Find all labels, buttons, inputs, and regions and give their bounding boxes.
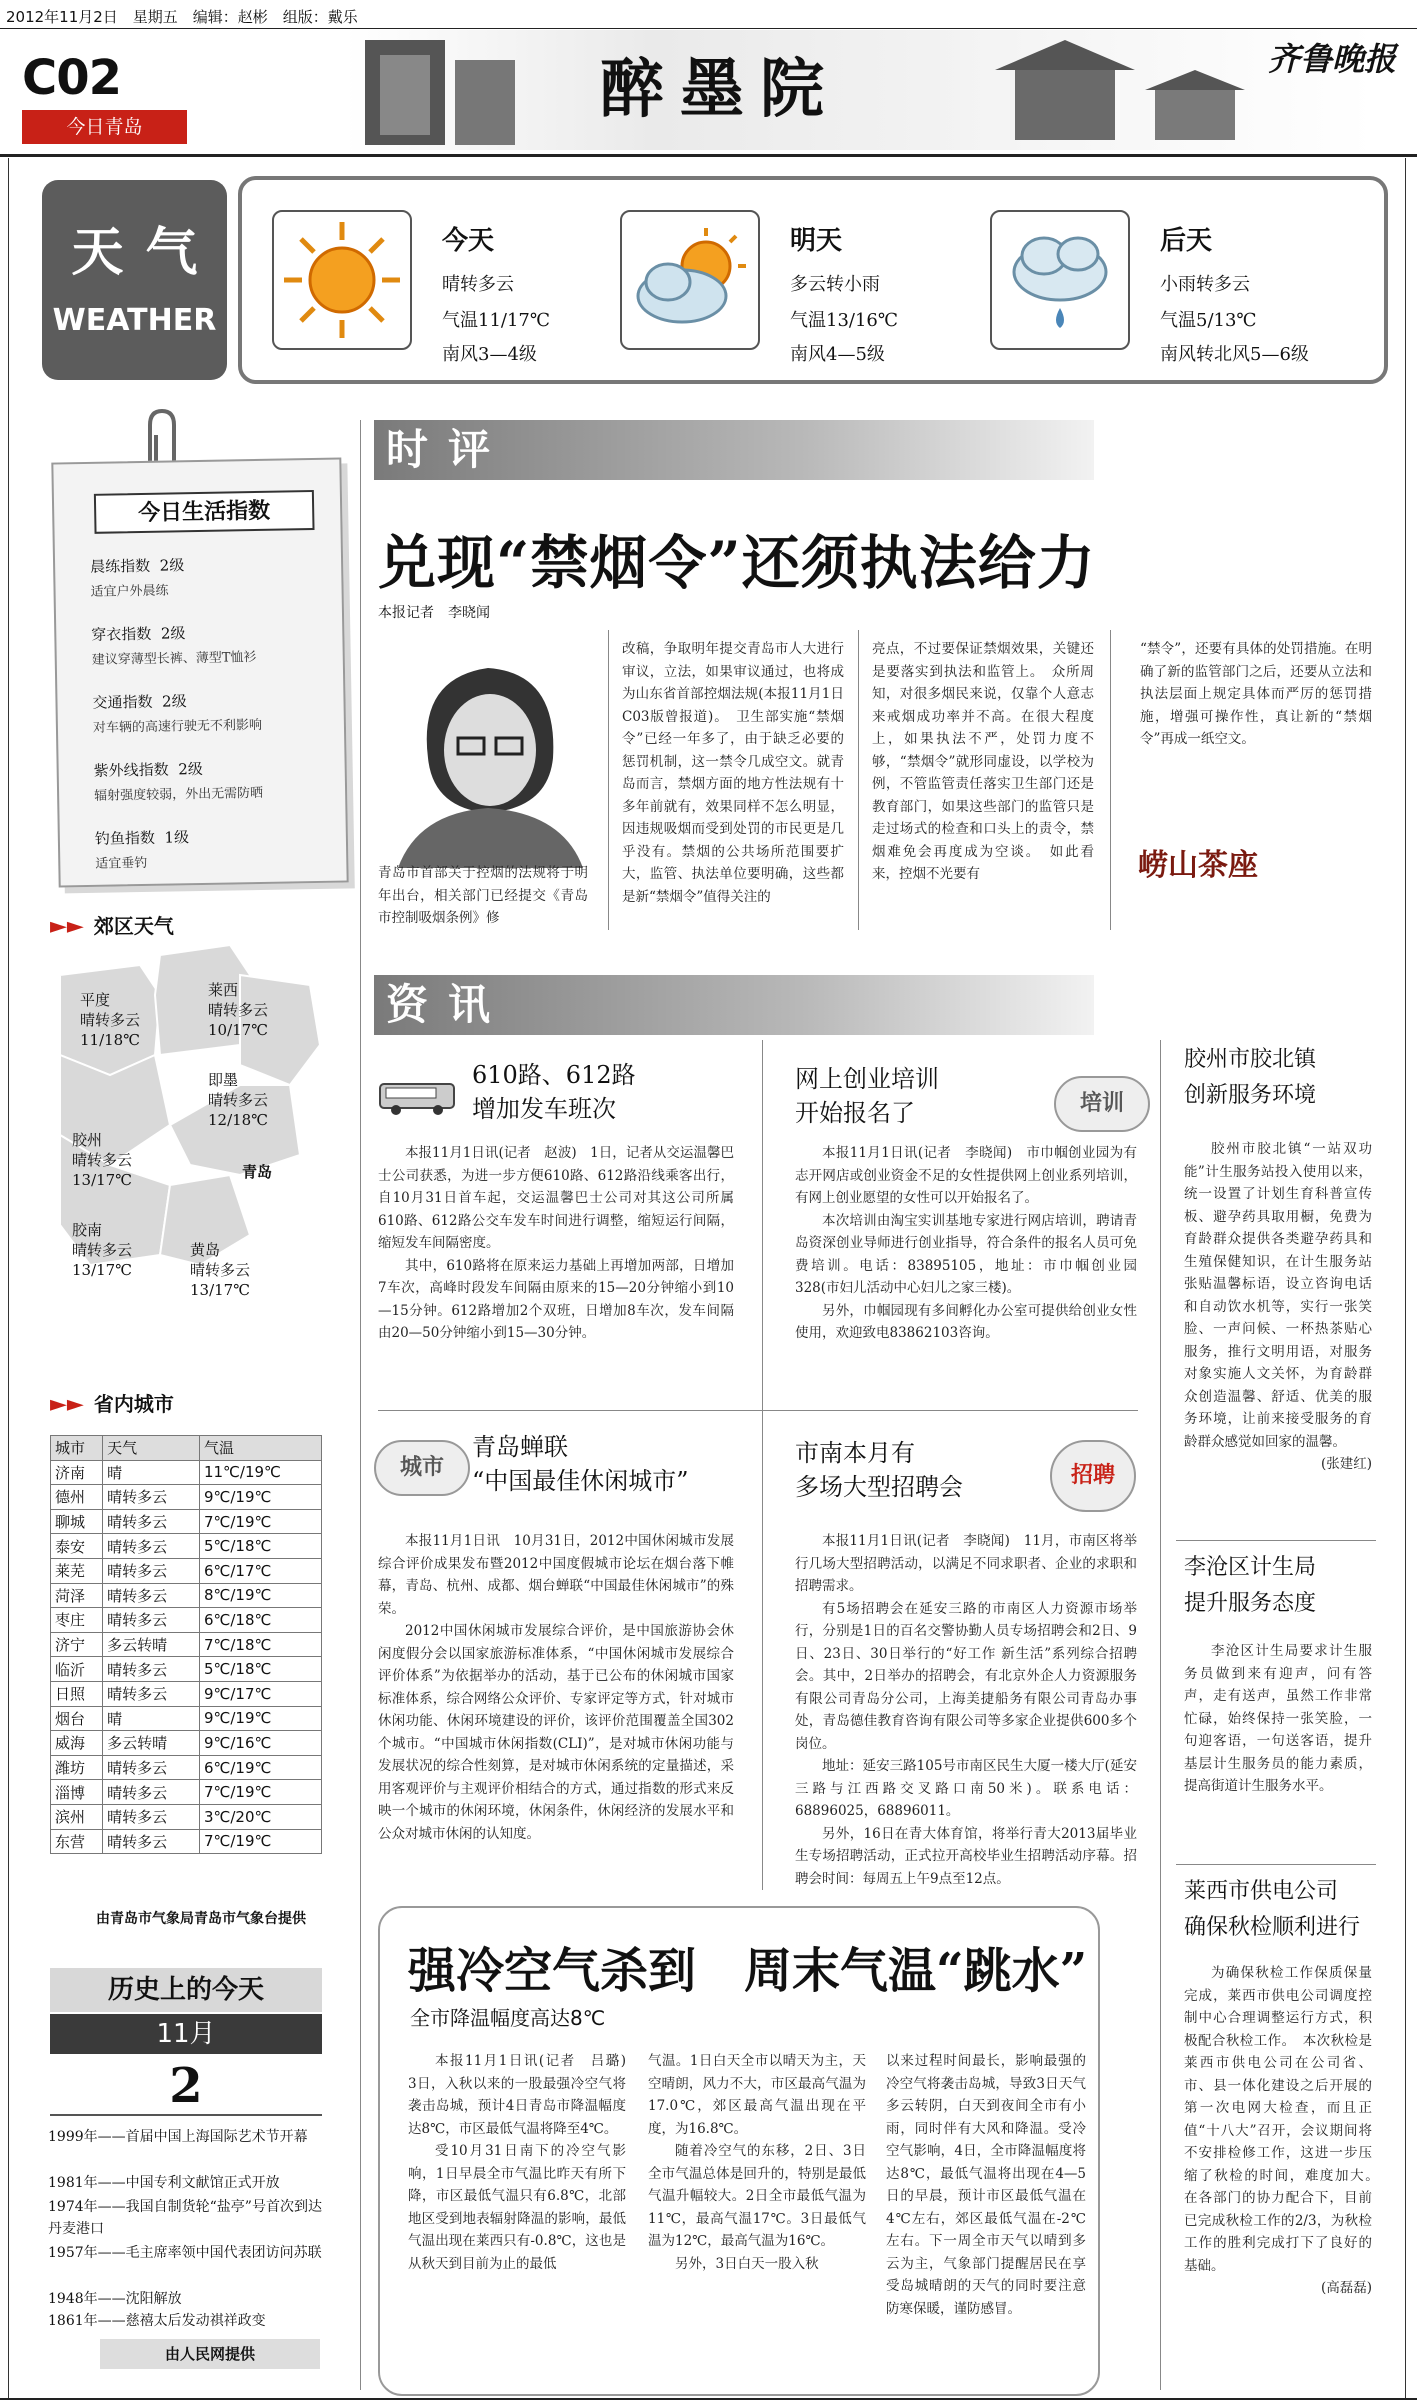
paragraph: 2012中国休闲城市发展综合评价，是中国旅游协会休闲度假分会以国家旅游标准体系，“中国休闲城市发展综合评价体系”为依据举办的活动，基于已公布的休闲城市国家标准体系，综合网络公众评价、专家评定等方式，针对城市休闲功能、休闲环境建设的评价，该评价范围覆盖全国302个城市。“中国城市休闲指数(CLI)”，是对城市休闲功能与发展状况的综合性刻算，是对城市休闲系统的定量描述，采用客观评价与主观评价相结合的方式，通过指数的形式来反映一个城市的休闲环境，休闲条件，休闲经济的发展水平和公众对城市休闲的认知度。 xyxy=(378,1623,734,1842)
history-event: 1957年——毛主席率领中国代表团访问苏联 xyxy=(48,2245,322,2261)
map-city-qingdao xyxy=(242,1162,272,1182)
column-header: 城市 xyxy=(51,1436,103,1461)
table-row xyxy=(51,1706,322,1731)
life-index-desc: 适宜垂钓 xyxy=(95,855,148,872)
forecast-today-title: 今天 xyxy=(442,226,495,256)
forecast-tomorrow-title: 明天 xyxy=(790,226,843,256)
bus-icon xyxy=(378,1080,458,1118)
table-cell: 6℃/17℃ xyxy=(199,1558,321,1583)
history-day: 2 xyxy=(50,2056,322,2116)
column-divider xyxy=(360,420,361,2390)
paragraph: 本报11月1日讯(记者 李晓闻) 11月，市南区将举行几场大型招聘活动，以满足不同求职者、企业的求职和招聘需求。 xyxy=(795,1533,1137,1594)
history-event: 1999年——首届中国上海国际艺术节开幕 xyxy=(48,2129,308,2145)
opinion-col2: 改稿，争取明年提交青岛市人大进行审议，立法，如果审议通过，也将成为山东省首部控烟法规(本报11月1日C03版曾报道)。 卫生部实施“禁烟令”已经一年多了，由于缺乏必要的惩罚机制，这一禁令几成空文。就青岛而言，禁烟方面的地方性法规有十多年前就有，效果同样不怎么明显，因违规吸烟而受到处罚的市民更是几乎没有。禁烟的公共场所范围要扩大，监管、执法单位要明确，这些都是新“禁烟令”值得关注的 xyxy=(622,641,844,905)
table-cell: 9℃/19℃ xyxy=(199,1706,321,1731)
map-city-name: 平度 xyxy=(80,991,111,1009)
life-index-desc: 适宜户外晨练 xyxy=(90,583,169,600)
opinion-banner: 时评 xyxy=(374,420,1094,480)
map-city-name: 黄岛 xyxy=(190,1241,221,1259)
history-event: 1948年——沈阳解放 xyxy=(48,2291,182,2307)
table-cell: 晴转多云 xyxy=(103,1755,200,1780)
history-source: 由人民网提供 xyxy=(100,2339,320,2369)
paragraph: 为确保秋检工作保质保量完成，莱西市供电公司调度控制中心合理调整运行方式，积极配合秋检工作。 本次秋检是莱西市供电公司在公司省、市、县一体化建设之后开展的第一次电网大检查，而且正值“十八大”召开，会议期间将不安排检修工作，这进一步压缩了秋检的时间，难度加大。 在各部门的协力配合下，目前已完成秋检工作的2/3，为秋检工作的胜利完成打下了良好的基础。 xyxy=(1184,1965,1386,2274)
table-row xyxy=(51,1804,322,1829)
date-line: 2012年11月2日 星期五 编辑：赵彬 组版：戴乐 xyxy=(6,8,358,26)
paragraph: 地址：延安三路105号市南区民生大厦一楼大厅(延安三路与江西路交叉路口南50米)。联系电话：68896025，68896011。 xyxy=(795,1758,1137,1819)
weather-label-en: WEATHER xyxy=(52,303,217,338)
forecast-tomorrow-wind: 南风4—5级 xyxy=(790,344,885,365)
author: (高磊磊) xyxy=(1320,2280,1372,2296)
licang-title xyxy=(1184,1550,1316,1622)
column-header: 气温 xyxy=(199,1436,321,1461)
jiaozhou-title xyxy=(1184,1042,1316,1114)
table-cell: 多云转晴 xyxy=(103,1632,200,1657)
table-row xyxy=(51,1755,322,1780)
table-cell: 7℃/19℃ xyxy=(199,1829,321,1854)
life-index-item xyxy=(91,621,256,668)
history-event: 1974年——我国自制货轮“盐亭”号首次到达丹麦港口 xyxy=(48,2199,322,2237)
section-divider xyxy=(378,1410,1138,1411)
top-rule xyxy=(0,28,1417,29)
cold-front-col2 xyxy=(648,2050,866,2275)
map-city-name: 莱西 xyxy=(208,981,239,999)
training-badge: 培训 xyxy=(1054,1076,1150,1132)
province-weather-heading xyxy=(50,1388,174,1417)
table-cell: 晴转多云 xyxy=(103,1780,200,1805)
rain-cloud-icon xyxy=(990,210,1130,350)
paragraph: 本报11月1日讯 10月31日，2012中国休闲城市发展综合评价成果发布暨2012中国度假城市论坛在烟台落下帷幕，青岛、杭州、成都、烟台蝉联“中国最佳休闲城市”的殊荣。 xyxy=(378,1533,734,1617)
table-row xyxy=(51,1829,322,1854)
life-index-level: 2级 xyxy=(161,692,187,711)
forecast-tomorrow-condition: 多云转小雨 xyxy=(790,274,880,295)
laixi-title-line1: 莱西市供电公司 xyxy=(1184,1879,1339,1904)
map-city-temp: 13/17℃ xyxy=(72,1261,133,1279)
weather-label-cn: 天气 xyxy=(71,222,220,283)
map-city-weather: 晴转多云 xyxy=(190,1261,251,1279)
paragraph: 随着冷空气的东移，2日、3日全市气温总体是回升的，特别是最低气温升幅较大。2日全市最低气温为11℃，最高气温17℃。3日最低气温为12℃，最高气温为16℃。 xyxy=(648,2143,866,2249)
table-cell: 11℃/19℃ xyxy=(199,1460,321,1485)
table-header-row xyxy=(51,1436,322,1461)
jiaozhou-title-line2: 创新服务环境 xyxy=(1184,1083,1317,1108)
author: (张建红) xyxy=(1320,1456,1372,1472)
table-row xyxy=(51,1657,322,1682)
column-divider xyxy=(762,1040,763,1890)
life-index-level: 2级 xyxy=(160,624,186,643)
section-divider xyxy=(1176,1540,1376,1541)
table-cell: 6℃/19℃ xyxy=(199,1755,321,1780)
life-index-item xyxy=(95,826,190,872)
paragraph: 其中，610路将在原来运力基础上再增加两部，日增加7车次，高峰时段发车间隔由原来的15—20分钟缩小到10—15分钟。612路增加2个双班，日增加8车次，发车间隔由20—50分钟缩小到15—30分钟。 xyxy=(378,1257,734,1341)
map-city-temp: 11/18℃ xyxy=(80,1031,141,1049)
map-city-weather: 晴转多云 xyxy=(72,1241,133,1259)
map-city-jiaozhou xyxy=(72,1130,132,1190)
jiaozhou-body xyxy=(1184,1138,1372,1476)
city-badge: 城市 xyxy=(374,1440,470,1496)
forecast-after-temp: 气温5/13℃ xyxy=(1160,310,1257,331)
laixi-title xyxy=(1184,1874,1360,1946)
map-city-weather: 晴转多云 xyxy=(208,1091,269,1109)
cold-front-col1 xyxy=(408,2050,640,2275)
table-row xyxy=(51,1681,322,1706)
table-cell: 晴转多云 xyxy=(103,1558,200,1583)
map-city-temp: 12/18℃ xyxy=(208,1111,269,1129)
training-news-title-line1: 网上创业培训 xyxy=(795,1065,939,1093)
table-cell: 济宁 xyxy=(51,1632,103,1657)
weather-label xyxy=(42,180,227,380)
province-weather-table xyxy=(50,1435,322,1854)
licang-body xyxy=(1184,1640,1372,1798)
weather-forecast-panel xyxy=(238,176,1388,384)
forecast-today-wind: 南风3—4级 xyxy=(442,344,537,365)
life-index-title: 今日生活指数 xyxy=(94,490,315,534)
licang-title-line1: 李沧区计生局 xyxy=(1184,1555,1317,1580)
paragraph: 本报11月1日讯(记者 李晓闻) 市巾帼创业园为有志开网店或创业资金不足的女性提供网上创业系列培训，有网上创业愿望的女性可以开始报名了。 xyxy=(795,1145,1137,1206)
table-row xyxy=(51,1534,322,1559)
table-cell: 潍坊 xyxy=(51,1755,103,1780)
bottom-rule xyxy=(0,2398,1417,2400)
map-city-weather: 晴转多云 xyxy=(72,1151,133,1169)
table-cell: 9℃/19℃ xyxy=(199,1485,321,1510)
column-divider xyxy=(1110,630,1111,930)
opinion-col3: 亮点，不过要保证禁烟效果，关键还是要落实到执法和监管上。 众所周知，对很多烟民来说，仅靠个人意志来戒烟成功率并不高。在很大程度上，如果执法不严，处罚力度不够，“禁烟令”就形同虚设，以学校为例，不管监管责任落实卫生部门还是教育部门，如果这些部门的监管只是走过场式的检查和口头上的责令，禁烟难免会再度成为空谈。 如此看来，控烟不光要有 xyxy=(872,641,1094,882)
life-index-desc: 对车辆的高速行驶无不利影响 xyxy=(92,717,263,736)
table-cell: 济南 xyxy=(51,1460,103,1485)
cold-front-col3 xyxy=(886,2050,1086,2320)
table-cell: 晴转多云 xyxy=(103,1583,200,1608)
bus-news-title-line1: 610路、612路 xyxy=(472,1061,636,1089)
opinion-byline: 本报记者 李晓闻 xyxy=(378,605,490,621)
paragraph: 有5场招聘会在延安三路的市南区人力资源市场举行，分别是1日的百名交警协勤人员专场招聘会和2日、9日、23日、30日举行的“好工作 新生活”系列综合招聘会。其中，2日举办的招聘会，有北京外企人力资源服务有限公司青岛分公司，上海美捷船务有限公司青岛办事处，青岛德佳教育咨询有限公司等多家企业提供600多个岗位。 xyxy=(795,1600,1137,1752)
paragraph: 气温。1日白天全市以晴天为主，天空晴朗，风力不大，市区最高气温为17.0℃，郊区最高气温出现在平度，为16.8℃。 xyxy=(648,2053,866,2137)
province-table-body xyxy=(51,1460,322,1854)
table-cell: 聊城 xyxy=(51,1509,103,1534)
map-city-jimo xyxy=(208,1070,268,1130)
cold-front-headline: 强冷空气杀到 周末气温“跳水” xyxy=(408,1943,1088,1999)
forecast-today-temp: 气温11/17℃ xyxy=(442,310,551,331)
table-row xyxy=(51,1485,322,1510)
header-illustration xyxy=(345,30,1375,150)
province-weather-title: 省内城市 xyxy=(93,1392,174,1416)
life-index-name: 钓鱼指数 xyxy=(94,828,156,848)
licang-title-line2: 提升服务态度 xyxy=(1184,1591,1317,1616)
table-cell: 枣庄 xyxy=(51,1608,103,1633)
jobs-news-title-line2: 多场大型招聘会 xyxy=(795,1473,963,1501)
table-row xyxy=(51,1460,322,1485)
table-cell: 烟台 xyxy=(51,1706,103,1731)
reporter-portrait xyxy=(388,638,593,868)
table-row xyxy=(51,1780,322,1805)
jobs-news-body xyxy=(795,1530,1137,1890)
header-rule xyxy=(0,154,1417,157)
column-divider xyxy=(608,630,609,930)
province-source: 由青岛市气象局青岛市气象台提供 xyxy=(96,1911,306,1927)
map-city-jiaonan xyxy=(72,1220,132,1280)
life-index-item xyxy=(90,554,185,600)
table-cell: 9℃/17℃ xyxy=(199,1681,321,1706)
life-index-name: 交通指数 xyxy=(92,692,153,712)
table-cell: 6℃/18℃ xyxy=(199,1608,321,1633)
history-event: 1861年——慈禧太后发动祺祥政变 xyxy=(48,2313,266,2329)
jobs-news-title-line1: 市南本月有 xyxy=(795,1439,915,1467)
table-cell: 临沂 xyxy=(51,1657,103,1682)
jiaozhou-title-line1: 胶州市胶北镇 xyxy=(1184,1047,1317,1072)
section-code: C02 xyxy=(22,50,122,106)
table-cell: 东营 xyxy=(51,1829,103,1854)
history-month: 11月 xyxy=(50,2014,322,2054)
table-cell: 晴转多云 xyxy=(103,1509,200,1534)
map-city-temp: 13/17℃ xyxy=(190,1281,251,1299)
forecast-today-condition: 晴转多云 xyxy=(442,274,514,295)
table-cell: 晴 xyxy=(103,1706,200,1731)
map-city-pingdu xyxy=(80,990,140,1050)
table-cell: 7℃/19℃ xyxy=(199,1509,321,1534)
bus-news-body xyxy=(378,1142,734,1345)
bus-news-title xyxy=(472,1058,636,1126)
table-cell: 5℃/18℃ xyxy=(199,1657,321,1682)
paragraph: 本报11月1日讯(记者 吕璐) 3日，入秋以来的一股最强冷空气将袭击岛城，预计4日青岛市降温幅度达8℃，市区最低气温将降至4℃。 xyxy=(408,2053,640,2137)
life-index-name: 穿衣指数 xyxy=(91,624,152,644)
paragraph: 本次培训由淘宝实训基地专家进行网店培训，聘请青岛资深创业导师进行创业指导，符合条件的报名人员可免费培训。电话：83895105，地址：市巾帼创业园328(市妇儿活动中心妇儿之家三楼)。 xyxy=(795,1212,1137,1296)
paragraph: 本报11月1日讯(记者 赵波) 1日，记者从交运温馨巴士公司获悉，为进一步方便610路、612路沿线乘客出行，自10月31日首车起，交运温馨巴士公司对其这公司所属610路、612路公交车发车时间进行调整，缩短运行间隔，缩短发车间隔密度。 xyxy=(378,1145,734,1251)
opinion-headline: 兑现“禁烟令”还须执法给力 xyxy=(378,529,1096,597)
column-divider xyxy=(858,630,859,930)
table-cell: 晴转多云 xyxy=(103,1829,200,1854)
training-news-title-line2: 开始报名了 xyxy=(795,1099,915,1127)
table-cell: 晴转多云 xyxy=(103,1485,200,1510)
training-news-title xyxy=(795,1062,939,1130)
table-cell: 菏泽 xyxy=(51,1583,103,1608)
life-index-desc: 辐射强度较弱，外出无需防晒 xyxy=(94,785,264,804)
jobs-news-title xyxy=(795,1436,963,1504)
section-divider xyxy=(1176,1864,1376,1865)
table-cell: 泰安 xyxy=(51,1534,103,1559)
city-news-title-line2: “中国最佳休闲城市” xyxy=(472,1467,689,1495)
table-cell: 德州 xyxy=(51,1485,103,1510)
map-city-laixi xyxy=(208,980,268,1040)
table-cell: 晴转多云 xyxy=(103,1657,200,1682)
table-row xyxy=(51,1731,322,1756)
forecast-after-condition: 小雨转多云 xyxy=(1160,274,1250,295)
map-city-temp: 10/17℃ xyxy=(208,1021,269,1039)
table-cell: 5℃/18℃ xyxy=(199,1534,321,1559)
life-index-card xyxy=(51,458,348,888)
sun-icon xyxy=(272,210,412,350)
life-index-item xyxy=(92,689,262,736)
table-cell: 多云转晴 xyxy=(103,1731,200,1756)
forecast-after-title: 后天 xyxy=(1160,226,1213,256)
life-index-desc: 建议穿薄型长裤、薄型T恤衫 xyxy=(91,650,257,668)
map-city-name: 即墨 xyxy=(208,1071,239,1089)
history-event: 1981年——中国专利文献馆正式开放 xyxy=(48,2175,280,2191)
cloud-sun-icon xyxy=(620,210,760,350)
news-banner: 资讯 xyxy=(374,975,1094,1035)
table-cell: 滨州 xyxy=(51,1804,103,1829)
table-row xyxy=(51,1608,322,1633)
tea-logo-text: 崂山茶座 xyxy=(1138,848,1258,883)
table-cell: 7℃/18℃ xyxy=(199,1632,321,1657)
life-index-name: 紫外线指数 xyxy=(93,760,169,780)
paragraph: 李沧区计生局要求计生服务员做到来有迎声，问有答声，走有送声，虽然工作非常忙碌，始终保持一张笑脸，一句迎客语，一句送客语，提升基层计生服务员的能力素质，提高街道计生服务水平。 xyxy=(1184,1643,1372,1794)
suburb-weather-title: 郊区天气 xyxy=(93,914,174,938)
map-city-weather: 晴转多云 xyxy=(80,1011,141,1029)
map-city-name: 胶州 xyxy=(72,1131,103,1149)
map-city-name: 青岛 xyxy=(242,1163,273,1181)
table-cell: 莱芜 xyxy=(51,1558,103,1583)
jobs-badge: 招聘 xyxy=(1050,1440,1136,1512)
table-row xyxy=(51,1509,322,1534)
table-cell: 3℃/20℃ xyxy=(199,1804,321,1829)
paragraph: 另外，巾帼园现有多间孵化办公室可提供给创业女性使用，欢迎致电83862103咨询。 xyxy=(795,1302,1137,1341)
life-index-item xyxy=(94,757,264,804)
forecast-after-wind: 南风转北风5—6级 xyxy=(1160,344,1309,365)
map-city-huangdao xyxy=(190,1240,250,1300)
life-index-level: 2级 xyxy=(159,556,185,575)
paragraph: 另外，16日在青大体育馆，将举行青大2013届毕业生专场招聘活动，正式拉开高校毕业生招聘活动序幕。招聘会时间：每周五上午9点至12点。 xyxy=(795,1825,1137,1887)
paragraph: 胶州市胶北镇“一站双功能”计生服务站投入使用以来，统一设置了计划生育科普宣传板、避孕药具取用橱，免费为育龄群众提供各类避孕药具和生殖保健知识，在计生服务站张贴温馨标语，设立咨询电话和自动饮水机等，实行一张笑脸、一声问候、一杯热茶贴心服务，推行文明用语，对服务对象实施人文关怀，为育龄群众创造温馨、舒适、优美的服务环境，让前来接受服务的育龄群众感觉如回家的温馨。 xyxy=(1184,1141,1372,1450)
right-border xyxy=(1405,158,1406,2398)
history-title: 历史上的今天 xyxy=(50,1968,322,2012)
double-arrow-icon: ►► xyxy=(50,914,84,939)
opinion-col1: 青岛市首部关于控烟的法规将于明年出台，相关部门已经提交《青岛市控制吸烟条例》修 xyxy=(378,865,588,926)
opinion-col4: “禁令”，还要有具体的处罚措施。在明确了新的监管部门之后，还要从立法和执法层面上规定具体而严厉的惩罚措施，增强可操作性，真让新的“禁烟令”再成一纸空文。 xyxy=(1140,641,1372,747)
city-news-title xyxy=(472,1430,689,1498)
training-news-body xyxy=(795,1142,1137,1345)
table-cell: 8℃/19℃ xyxy=(199,1583,321,1608)
double-arrow-icon: ►► xyxy=(50,1392,84,1417)
table-cell: 晴 xyxy=(103,1460,200,1485)
life-index-level: 1级 xyxy=(164,828,190,847)
life-index-level: 2级 xyxy=(178,759,203,779)
map-city-name: 胶南 xyxy=(72,1221,103,1239)
paragraph: 受10月31日南下的冷空气影响，1日早晨全市气温比昨天有所下降，市区最低气温只有6.8℃，北部地区受到地表辐射降温的影响，最低气温出现在莱西只有-0.8℃，这也是从秋天到目前为止的最低 xyxy=(408,2143,626,2272)
forecast-tomorrow-temp: 气温13/16℃ xyxy=(790,310,899,331)
table-cell: 7℃/19℃ xyxy=(199,1780,321,1805)
table-row xyxy=(51,1583,322,1608)
city-news-body xyxy=(378,1530,734,1845)
section-name: 今日青岛 xyxy=(22,110,187,144)
paragraph: 另外，3日白天一股入秋 xyxy=(675,2255,819,2272)
bus-news-title-line2: 增加发车班次 xyxy=(472,1095,616,1123)
table-cell: 晴转多云 xyxy=(103,1608,200,1633)
column-title: 醉墨院 xyxy=(600,52,840,127)
laoshan-tea-logo xyxy=(1138,800,1343,920)
table-row xyxy=(51,1632,322,1657)
table-cell: 淄博 xyxy=(51,1780,103,1805)
paragraph: 以来过程时间最长，影响最强的冷空气将袭击岛城，导致3日天气多云转阴，白天到夜间全市有小雨，同时伴有大风和降温。受冷空气影响，4日，全市降温幅度将达8℃，最低气温将出现在4—5日的早晨，预计市区最低气温在4℃左右，郊区最低气温在-2℃左右。下一周全市天气以晴到多云为主，气象部门提醒居民在享受岛城晴朗的天气的同时要注意防寒保暖，谨防感冒。 xyxy=(886,2053,1086,2317)
table-row xyxy=(51,1558,322,1583)
laixi-title-line2: 确保秋检顺利进行 xyxy=(1184,1915,1361,1940)
table-cell: 晴转多云 xyxy=(103,1681,200,1706)
cold-front-subhead: 全市降温幅度高达8℃ xyxy=(410,2006,606,2030)
table-cell: 日照 xyxy=(51,1681,103,1706)
column-divider xyxy=(1160,1040,1161,2390)
table-cell: 9℃/16℃ xyxy=(199,1731,321,1756)
table-cell: 晴转多云 xyxy=(103,1804,200,1829)
column-header: 天气 xyxy=(103,1436,200,1461)
map-city-weather: 晴转多云 xyxy=(208,1001,269,1019)
city-news-title-line1: 青岛蝉联 xyxy=(472,1433,568,1461)
table-cell: 威海 xyxy=(51,1731,103,1756)
map-city-temp: 13/17℃ xyxy=(72,1171,133,1189)
table-cell: 晴转多云 xyxy=(103,1534,200,1559)
left-border xyxy=(8,158,9,2398)
life-index-name: 晨练指数 xyxy=(89,556,151,576)
laixi-body xyxy=(1184,1962,1386,2300)
brand-logo: 齐鲁晚报 xyxy=(1268,40,1397,78)
